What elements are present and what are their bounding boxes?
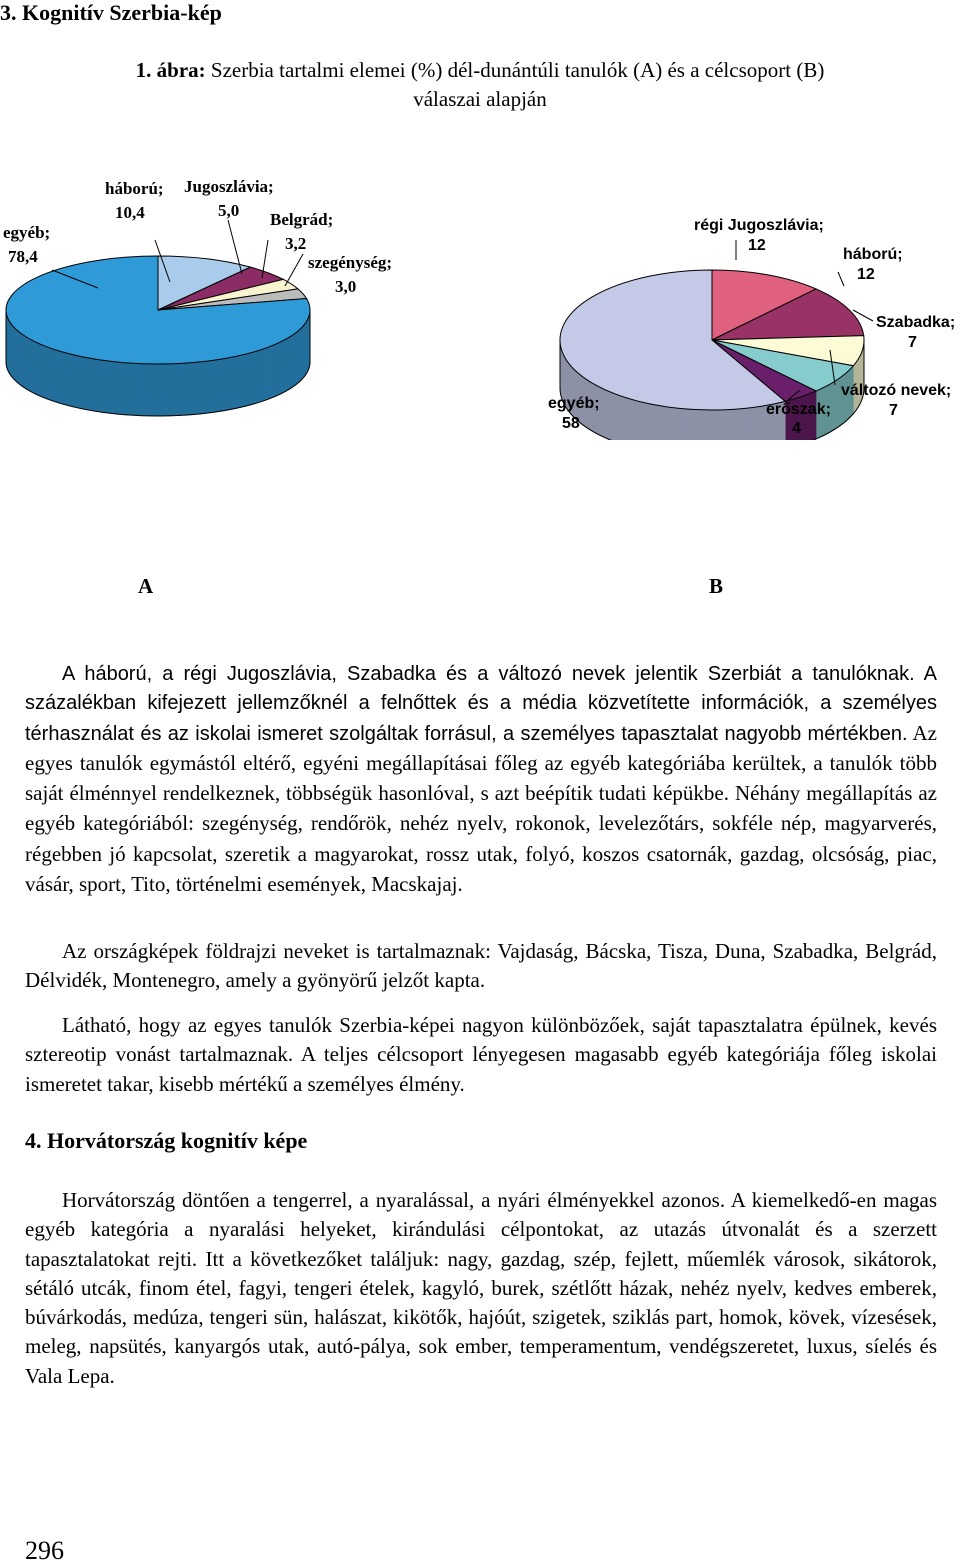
pie-slice-side: [283, 337, 290, 393]
pie-slice-side: [751, 406, 760, 440]
slice-value: 78,4: [8, 247, 38, 266]
slice-label: Belgrád;: [270, 210, 334, 229]
pie-slice-side: [227, 356, 238, 410]
slice-label: egyéb;: [3, 223, 51, 242]
pie-slice-side: [300, 325, 304, 381]
pie-slice-side: [599, 387, 605, 438]
pie-slice-side: [180, 363, 192, 416]
slice-value: 4: [792, 420, 801, 437]
pie-slice-side: [660, 406, 669, 440]
figure-caption: [0, 56, 960, 114]
pie-slice-side: [715, 410, 724, 440]
pie-slice-side: [106, 361, 118, 414]
pie-slice-side: [30, 339, 37, 395]
paragraph-4: Horvátország döntően a tengerrel, a nyaralással, a nyári élményekkel azonos. A kiemelkedő-en magas egyéb kategória a nyaralási helyeket, kirándulási célpontokat, az utazás útvonalát és a szerzett tapasztalatokat rejti. Itt a következőket találjuk: nagy, gazdag, szép, fejlett, műemlék városok, sikátorok, sétáló utcák, finom étel, fagyi, tengeri ételek, kagyló, burek, szétlőtt házak, nehéz nyelv, kedves emberek, búvárkodás, medúza, tengeri sün, halászat, kikötők, hajóút, szigetek, sziklás part, homok, kövek, vízesések, meleg, napsütés, kanyargós utak, autó-pálya, sok ember, temperamentum, vendégszeretet, luxus, síelés és Vala Lepa.: [25, 1188, 937, 1388]
pie-slice-side: [705, 410, 714, 440]
pie-slice-side: [53, 349, 62, 404]
section-3-heading: 3. Kognitív Szerbia-kép: [0, 0, 222, 25]
pie-slice-side: [724, 409, 733, 440]
pie-slice-side: [295, 329, 300, 385]
page-number: 296: [25, 1536, 64, 1565]
slice-value: 10,4: [115, 203, 145, 222]
pie-slice-side: [216, 358, 227, 412]
leader-line: [285, 254, 303, 286]
section-4-heading: 4. Horvátország kognitív képe: [25, 1128, 308, 1153]
paragraph-2: Az országképek földrajzi neveket is tartalmaznak: Vajdaság, Bácska, Tisza, Duna, Szabadka, Belgrád, Délvidék, Montenegro, amely a gyönyörű jelzőt kapta.: [25, 939, 937, 993]
paragraph-1-part-b: Az egyes tanulók egymástól eltérő, egyéni megállapításai főleg az egyéb kategóriába kerültek, a tanulók több saját élménnyel rendelkeznek, többségük hasonlóval, s azt beépítik tudati képükbe. Néhány megállapítás az egyéb kategóriából: szegénység, rendőrök, nehéz nyelv, rokonok, levelezőtárs, sokféle nép, magyarverés, régebben jó kapcsolat, szeretik a magyarokat, rossz utak, folyó, koszos csatornák, gazdag, olcsóság, piac, vásár, sport, Tito, történelmi események, Macskajaj.: [25, 720, 938, 897]
leader-line: [838, 272, 844, 286]
figure-caption-line2: válaszai alapján: [413, 87, 547, 111]
pie-slice-side: [23, 335, 29, 391]
paragraph-1: [25, 660, 937, 900]
slice-value: 12: [748, 237, 766, 254]
pie-slice-side: [83, 357, 94, 411]
slice-value: 3,0: [335, 277, 357, 296]
pie-slice-side: [155, 364, 167, 416]
slice-label: Szabadka;: [876, 314, 956, 331]
pie-slice-side: [687, 409, 696, 440]
pie-slice-side: [63, 352, 73, 407]
figure-caption-line1: Szerbia tartalmi elemei (%) dél-dunántúli tanulók (A) és a célcsoport (B): [210, 58, 825, 82]
pie-slice-side: [94, 359, 106, 413]
slice-label: változó nevek;: [841, 382, 952, 399]
pie-slice-side: [10, 323, 13, 379]
pie-slice-side: [643, 402, 651, 440]
pie-chart-a: [0, 170, 480, 470]
pie-slice-side: [290, 333, 296, 389]
figure-caption-label: 1. ábra:: [135, 58, 206, 82]
pie-slice-side: [652, 404, 661, 440]
slice-label: háború;: [105, 179, 164, 198]
slice-label: Jugoszlávia;: [184, 177, 274, 196]
pie-slice-side: [167, 363, 179, 415]
slice-value: 7: [889, 402, 898, 419]
pie-slice-side: [669, 407, 678, 440]
pie-slice-side: [45, 346, 54, 401]
slice-label: szegénység;: [308, 253, 393, 272]
pie-chart-b: [480, 200, 960, 440]
pie-slice-side: [613, 393, 620, 440]
pie-slice-side: [14, 327, 18, 383]
pie-slice-side: [142, 364, 154, 416]
pie-slice-side: [606, 390, 613, 440]
pie-slice-side: [275, 341, 283, 397]
paragraph-3: Látható, hogy az egyes tanulók Szerbia-képei nagyon különbözőek, saját tapasztalatra épülnek, kevés sztereotip vonást tartalmaznak. A teljes célcsoport lényegesen magasabb egyéb kategóriája főleg iskolai ismeretet takar, kisebb mértékű a személyes élmény.: [25, 1013, 937, 1096]
pie-slice-side: [130, 363, 142, 416]
pie-slice-side: [627, 398, 635, 440]
paragraph-1-part-a: A háború, a régi Jugoszlávia, Szabadka és a változó nevek jelentik Szerbiát a tanulóknak. A százalékban kifejezett jellemzőknél a felnőttek és a média közvetítette információk, a személyes térhasználat és az iskolai ismeret szolgáltak forrásul, a személyes tapasztalat nagyobb mértékben.: [25, 663, 937, 745]
pie-slice-side: [73, 355, 84, 409]
pie-slice-side: [204, 360, 216, 414]
pie-slice-side: [620, 396, 628, 440]
slice-label: háború;: [843, 246, 903, 263]
slice-value: 5,0: [218, 201, 240, 220]
pie-slice-side: [192, 361, 204, 414]
pie-a-slices: [6, 256, 310, 416]
slice-label: egyéb;: [548, 395, 600, 412]
pie-slice-side: [304, 321, 307, 377]
pie-slice-side: [18, 331, 23, 387]
slice-value: 58: [562, 415, 580, 432]
pie-slice-side: [678, 408, 687, 440]
pie-slice-side: [248, 351, 258, 406]
pie-slice-side: [8, 318, 10, 374]
slice-label: régi Jugoszlávia;: [694, 217, 824, 234]
pie-slice-side: [635, 400, 643, 440]
slice-label: erőszak;: [766, 401, 831, 418]
panel-b-label: B: [709, 574, 724, 598]
slice-value: 12: [857, 266, 875, 283]
pie-slice-side: [733, 409, 742, 440]
slice-value: 7: [908, 334, 917, 351]
pie-slice-side: [37, 343, 45, 398]
pie-slice-side: [267, 344, 275, 399]
pie-slice-side: [238, 353, 248, 407]
slice-value: 3,2: [285, 234, 307, 253]
pie-slice-side: [696, 410, 705, 440]
pie-slice-side: [118, 362, 130, 415]
pie-slice-side: [742, 408, 751, 440]
panel-a-label: A: [138, 574, 154, 598]
pie-slice-side: [258, 348, 267, 403]
